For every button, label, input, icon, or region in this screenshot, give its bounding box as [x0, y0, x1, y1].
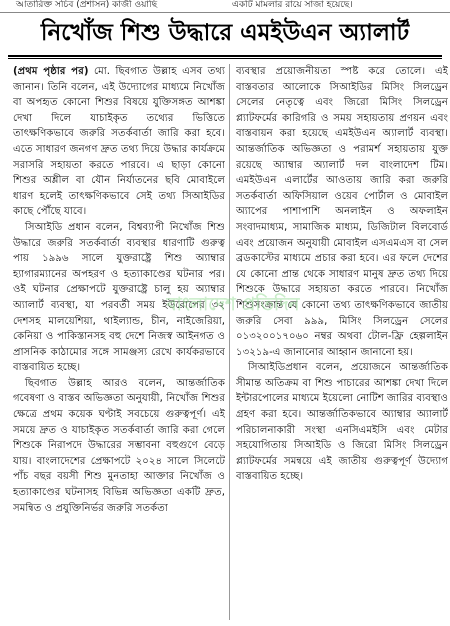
paragraph-text: মো. ছিবগাত উল্লাহ এসব তথ্য জানান। তিনি বলেন, এই উদ্যোগের মাধ্যমে নিখোঁজ বা অপহৃত কোনো শিশুর বিষয়ে যুক্তিসঙ্গত আশঙ্কা দেখা দিলে যাচাইকৃত তথ্যের ভিত্তিতে তাৎক্ষণিকভাবে জরুরি সতর্কবার্তা জারি করা হবে। এতে সাধারণ জনগণ দ্রুত তথ্য দিয়ে উদ্ধার কার্যক্রমে সরাসরি সহায়তা করতে পারবে। এ ছাড়া কোনো শিশুর অশ্লীল বা যৌন নির্যাতনের ছবি মোবাইলে ধারণ হলেই তাৎক্ষণিকভাবে সেই তথ্য সিআইডির কাছে পৌঁছে যাবে। — [13, 66, 225, 218]
continued-from-label: (প্রথম পৃষ্ঠার পর) — [13, 66, 89, 77]
article-paragraph: সিআইডিপ্রধান বলেন, প্রয়োজনে আন্তর্জাতিক সীমান্ত অতিক্রম বা শিশু পাচারের আশঙ্কা দেখা দিলে ইন্টারপোলের মাধ্যমে ইয়েলো নোটিশ জারির ব্যবস্থাও গ্রহণ করা হবে। আন্তর্জাতিকভাবে অ্যাম্বার অ্যালার্ট পরিচালনাকারী সংস্থা এনসিএমইসি এবং মেটার সহযোগিতায় সিআইডি ও জিরো মিসিং সিলড্রেন প্ল্যাটফর্মের সমন্বয়ে এই জাতীয় গুরুত্বপূর্ণ উদ্যোগ বাস্তবায়িত হচ্ছে। — [236, 362, 448, 483]
headline-rule-thin — [8, 58, 442, 59]
top-strip-right-text: একটি মামলার রায়ে সাজা হয়েছে। — [232, 0, 353, 10]
article-paragraph: সিআইডি প্রধান বলেন, বিশ্বব্যাপী নিখোঁজ শিশু উদ্ধারে জরুরি সতর্কবার্তা ব্যবস্থার ধারণাটি গুরুত্ব পায় ১৯৯৬ সালে যুক্তরাষ্ট্রে শিশু অ্যাম্বার হ্যাগারম্যানের অপহরণ ও হত্যাকাণ্ডের ঘটনার পর। ওই ঘটনার প্রেক্ষাপটে যুক্তরাষ্ট্রে চালু হয় অ্যাম্বার অ্যালার্ট ব্যবস্থা, যা পরবর্তী সময় ইউরোপের ৩২ দেশসহ মালয়েশিয়া, থাইল্যান্ড, চীন, নাইজেরিয়া, কেনিয়া ও পাকিস্তানসহ বহু দেশে নিজস্ব আইনগত ও প্রাসনিক কাঠামোর সঙ্গে সামঞ্জস্য রেখে কার্যকরভাবে বাস্তবায়িত হচ্ছে। — [13, 221, 225, 374]
article-headline: নিখোঁজ শিশু উদ্ধারে এমইউএন অ্যালার্ট — [40, 20, 410, 46]
headline-rule-thick — [8, 55, 442, 57]
column-divider — [229, 64, 230, 620]
article-column-left — [13, 64, 225, 622]
article-paragraph — [13, 64, 225, 220]
article-column-right — [236, 64, 448, 622]
publisher-watermark: বাংলাদেশ প্রতিদিন — [166, 294, 300, 315]
top-strip-left-text: আতারিক্ত সচিব (প্রশাসন) কাজী ওয়াছি — [16, 0, 158, 10]
article-paragraph: ছিবগাত উল্লাহ আরও বলেন, আন্তর্জাতিক গবেষণা ও বাস্তব অভিজ্ঞতা অনুযায়ী, নিখোঁজ শিশুর ক্ষেত্রে প্রথম কয়েক ঘণ্টাই সবচেয়ে গুরুত্বপূর্ণ। এই সময়ে দ্রুত ও যাচাইকৃত সতর্কবার্তা জারি করা গেলে শিশুকে নিরাপদে উদ্ধারের সম্ভাবনা বহুগুণে বেড়ে যায়। বাংলাদেশের প্রেক্ষাপটে ২০২৪ সালে সিলেটে পাঁচ বছর বয়সী শিশু মুনতাহা আক্তার নিখোঁজ ও হত্যাকাণ্ডের ঘটনাসহ বিভিন্ন অভিজ্ঞতা একটি দ্রুত, সমন্বিত ও প্রযুক্তিনির্ভর জরুরি সতর্কতা — [13, 377, 225, 514]
article-paragraph: ব্যবস্থার প্রয়োজনীয়তা স্পষ্ট করে তোলে। এই বাস্তবতার আলোকে সিআইডির মিসিং সিলড্রেন সেলের নেতৃত্বে এবং জিরো মিসিং সিলড্রেন প্ল্যাটফর্মের কারিগরি ও সময় সহায়তায় প্রণয়ন এবং বাস্তবায়ন করা হয়েছে এমইউএন অ্যালার্ট ব্যবস্থা। আন্তর্জাতিক অভিজ্ঞতা ও পরামর্শ সহায়তায় যুক্ত রয়েছে অ্যাম্বার অ্যালার্ট দল বাংলাদেশ টিম। এমইউএন এলার্টের আওতায় জারি করা জরুরি সতর্কবার্তা অফিসিয়াল ওয়েব পোর্টাল ও মোবাইল অ্যাপের পাশাপাশি অনলাইন ও অফলাইন সংবাদমাধ্যম, সামাজিক মাধ্যম, ডিজিটাল বিলবোর্ড এবং প্রয়োজন অনুযায়ী মোবাইল এসএমএস বা সেল ব্রডকাস্টের মাধ্যমে প্রচার করা হবে। এর ফলে দেশের যে কোনো প্রান্ত থেকে সাধারণ মানুষ দ্রুত তথ্য দিয়ে শিশুকে উদ্ধারে সহায়তা করতে পারবে। নিখোঁজ শিশুসংক্রান্ত যে কোনো তথ্য তাৎক্ষণিকভাবে জাতীয় জরুরি সেবা ৯৯৯, মিসিং সিলড্রেন সেলের ০১৩২০০১৭০৬০ নম্বর অথবা টোল-ফ্রি হেল্পলাইন ১৩২১৯-এ জানানোর আহ্বান জানানো হয়। — [236, 66, 448, 358]
